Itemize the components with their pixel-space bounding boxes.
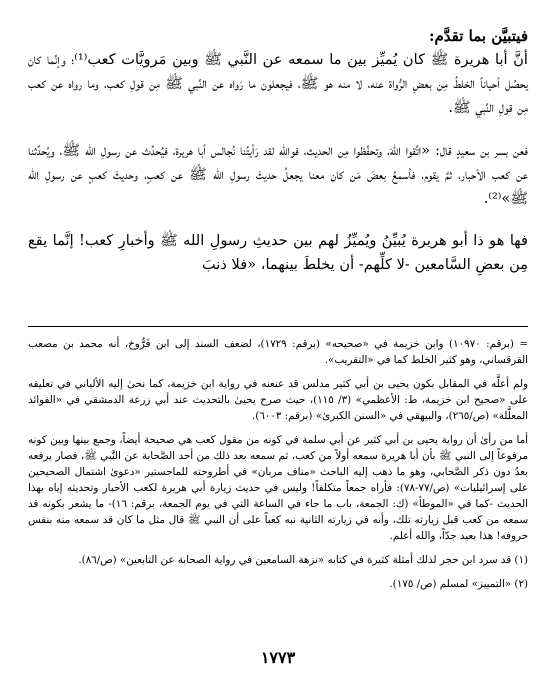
footnote-divider	[28, 326, 528, 327]
paragraph: فعن بسر بن سعيدٍ قال: «اتَّقوا اللهَ، وتحفَّظوا مِن الحديث، فوالله لقد رَأيتُنا نُجالس أبا هريرة، فيُحدِّث عن رسولِ الله ﷺ، ويُحدِّثنا عن كعب الأحبار، ثمَّ يقوم، فأسمعُ بعضَ مَن كان معنا يجعلُ حديثَ رسولِ الله ﷺ عن كعبٍ، وحديثَ كعبٍ عن رسولِ الله ﷺ»⁽²⁾.	[28, 141, 528, 208]
main-text	[28, 48, 528, 278]
footnote: (٢) «التمييز» لمسلم (ص/ ١٧٥).	[389, 578, 528, 590]
footnote: (١) قد سرد ابن حجر لذلك أمثلة كثيرة في كتابه «نزهة السامعين في رواية الصحابة عن التابعين» (ص/٨٦).	[78, 554, 528, 566]
section-heading: فيتبيَّن بما تقدَّم:	[428, 27, 528, 45]
footnotes	[28, 336, 528, 592]
paragraph: فها هو ذا أبو هريرة يُبيِّنُ ويُميِّزُ لهم بين حديثِ رسولِ الله ﷺ وأخبارِ كعب! إنَّما يقع مِن بعضِ السَّامعين -لا كلِّهم- أن يخلطَ بينهما، «فلا ذنبَ	[28, 232, 528, 274]
footnote: أما من رأىٰ أن رواية يحيى بن أبي كثير عن أبي سلمة في كونه من مقول كعب هي صحيحة أيضاً، وجمع بينها وبين كونه مرفوعاً إلى النبي ﷺ بأن أبا هريرة سمعه أولاً من كعب، ثم سمعه بعد ذلك من أحد الصَّحابة عن النَّبي ﷺ، فصار يرفعه بعدُ دون ذكر الصَّحابي، وهو ما ذهب إليه الباحث «مناف مربان» في أطروحته للماجستير «دعوىٰ اشتمال الصحيحين على إسرائيليات» (ص/٧٧-٧٨): فأراه جمعاً متكلفاً! وليس في حديث زيارة أبي هريرة لكعب الأحبار وتحديثه إياه بهذا الحديث -كما في «الموطأ» (ك: الجمعة، باب ما جاء في الساعة التي في يوم الجمعة، برقم: ١٦)- ما يشعر بكونه قد سمعه من كعب قبل زيارته تلك، وأنه في زيارته الثانية نبه كعباً على أن النبي ﷺ قال مثل ما كان قد سمعه منه بنفس حروفه! هذا بعيد جدّاً، والله أعلم.	[28, 434, 528, 542]
footnote: ولم أعلَّه في المقابل بكون يحيى بن أبي كثير مدلس قد عنعنه في رواية ابن خزيمة، كما نحىٰ إليه الألباني في تعليقه على «صحيح ابن خزيمة، ط: الأعظمي» (٣/ ١١٥)، حيث صرح يحيىٰ بالتحديث عند أبي زرعة الدمشقي في «الفوائد المعلَّلة» (ص/٢٦٥)، والبيهقي في «السنن الكبرىٰ» (برقم: ٦٠٠٣).	[28, 378, 528, 422]
footnote: = (برقم: ١٠٩٧٠) وابن خزيمة في «صحيحه» (برقم: ١٧٢٩)، لضعف السند إلى ابن فَرُّوخ، أنه محمد بن مصعب القرقساني، وهو كثير الخلط كما في «التقريب».	[28, 338, 529, 366]
page-number: ١٧٧٣	[260, 648, 296, 667]
paragraph: أنَّ أبا هريرة ﷺ كان يُميِّز بين ما سمعه عن النَّبي ﷺ وبين مَرويَّات كعب⁽¹⁾؛ وإنَّما كان يحصُل أحياناً الخلطُ مِن بعضِ الرُّواة عنه، لا منه هو ﷺ، فيجعلون ما رَواه عن النَّبي ﷺ مِن قولِ كعب، وما رواه عن كعب مِن قولِ النَّبي ﷺ.	[28, 51, 528, 117]
